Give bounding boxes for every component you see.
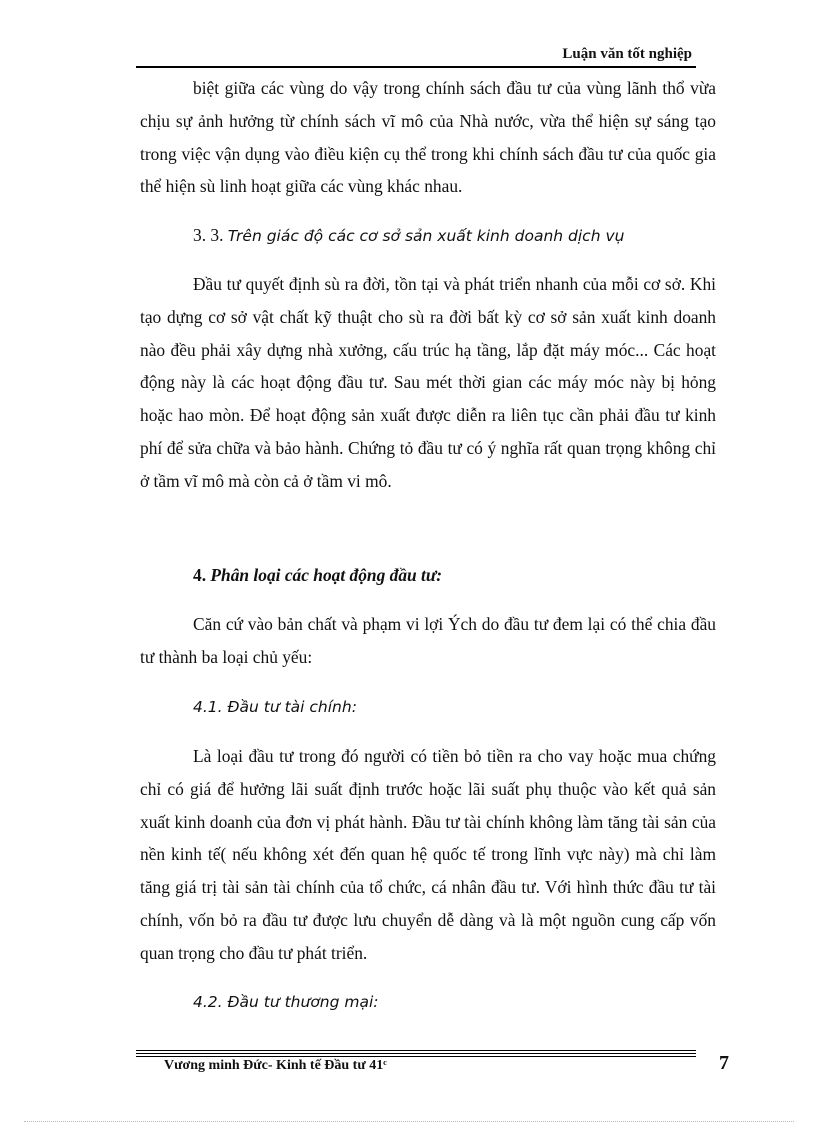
- page-edge-dotted-line: [24, 1121, 794, 1122]
- heading-4-text: Phân loại các hoạt động đầu tư:: [210, 565, 443, 585]
- heading-4: [140, 559, 716, 592]
- paragraph-block-4: [140, 740, 716, 970]
- paragraph-2: Đầu tư quyết định sù ra đời, tồn tại và phát triển nhanh của mỗi cơ sở. Khi tạo dựng cơ sở vật chất kỹ thuật cho sù ra đời bất kỳ cơ sở sản xuất kinh doanh nào đều phải xây dựng nhà xưởng, cấu trúc hạ tầng, lắp đặt máy móc... Các hoạt động này là các hoạt động đầu tư. Sau mét thời gian các máy móc này bị hỏng hoặc hao mòn. Để hoạt động sản xuất được diễn ra liên tục cần phải đầu tư kinh phí để sửa chữa và bảo hành. Chứng tỏ đầu tư có ý nghĩa rất quan trọng không chỉ ở tầm vĩ mô mà còn cả ở tầm vi mô.: [140, 274, 716, 491]
- footer-author: Vương minh Đức- Kinh tế Đầu tư 41ᶜ: [164, 1058, 387, 1073]
- footer-rule: [136, 1056, 696, 1057]
- paragraph-block-3: [140, 608, 716, 674]
- heading-3-3: [140, 219, 716, 253]
- heading-4-number: 4.: [193, 565, 207, 585]
- header-title: Luận văn tốt nghiệp: [562, 46, 692, 62]
- paragraph-continuation: [140, 72, 716, 203]
- footer-rule: [136, 1053, 696, 1054]
- heading-4-2-text: 4.2. Đầu tư thương mại:: [193, 993, 379, 1011]
- paragraph-block-2: [140, 268, 716, 498]
- heading-4-2: [140, 985, 716, 1019]
- heading-4-1: [140, 690, 716, 724]
- paragraph-3: Căn cứ vào bản chất và phạm vi lợi Ých do đầu tư đem lại có thể chia đầu tư thành ba loại chủ yếu:: [140, 614, 716, 667]
- header-rule: [136, 66, 696, 68]
- paragraph-1: biệt giữa các vùng do vậy trong chính sách đầu tư của vùng lãnh thổ vừa chịu sự ảnh hưởng từ chính sách vĩ mô của Nhà nước, vừa thể hiện sự sáng tạo trong việc vận dụng vào điều kiện cụ thể trong khi chính sách đầu tư của quốc gia thể hiện sù linh hoạt giữa các vùng khác nhau.: [140, 78, 716, 197]
- page-number: 7: [719, 1052, 729, 1074]
- footer-rule: [136, 1050, 696, 1051]
- heading-3-3-number: 3. 3.: [193, 225, 224, 245]
- heading-3-3-text: Trên giác độ các cơ sở sản xuất kinh doanh dịch vụ: [227, 227, 625, 245]
- paragraph-4: Là loại đầu tư trong đó người có tiền bỏ tiền ra cho vay hoặc mua chứng chỉ có giá để hưởng lãi suất định trước hoặc lãi suất phụ thuộc vào kết quả sản xuất kinh doanh của đơn vị phát hành. Đầu tư tài chính không làm tăng tài sản của nền kinh tế( nếu không xét đến quan hệ quốc tế trong lĩnh vực này) mà chỉ làm tăng giá trị tài sản tài chính của tổ chức, cá nhân đầu tư. Với hình thức đầu tư tài chính, vốn bỏ ra đầu tư được lưu chuyển dễ dàng và là một nguồn cung cấp vốn quan trọng cho đầu tư phát triển.: [140, 746, 716, 963]
- heading-4-1-text: 4.1. Đầu tư tài chính:: [193, 698, 357, 716]
